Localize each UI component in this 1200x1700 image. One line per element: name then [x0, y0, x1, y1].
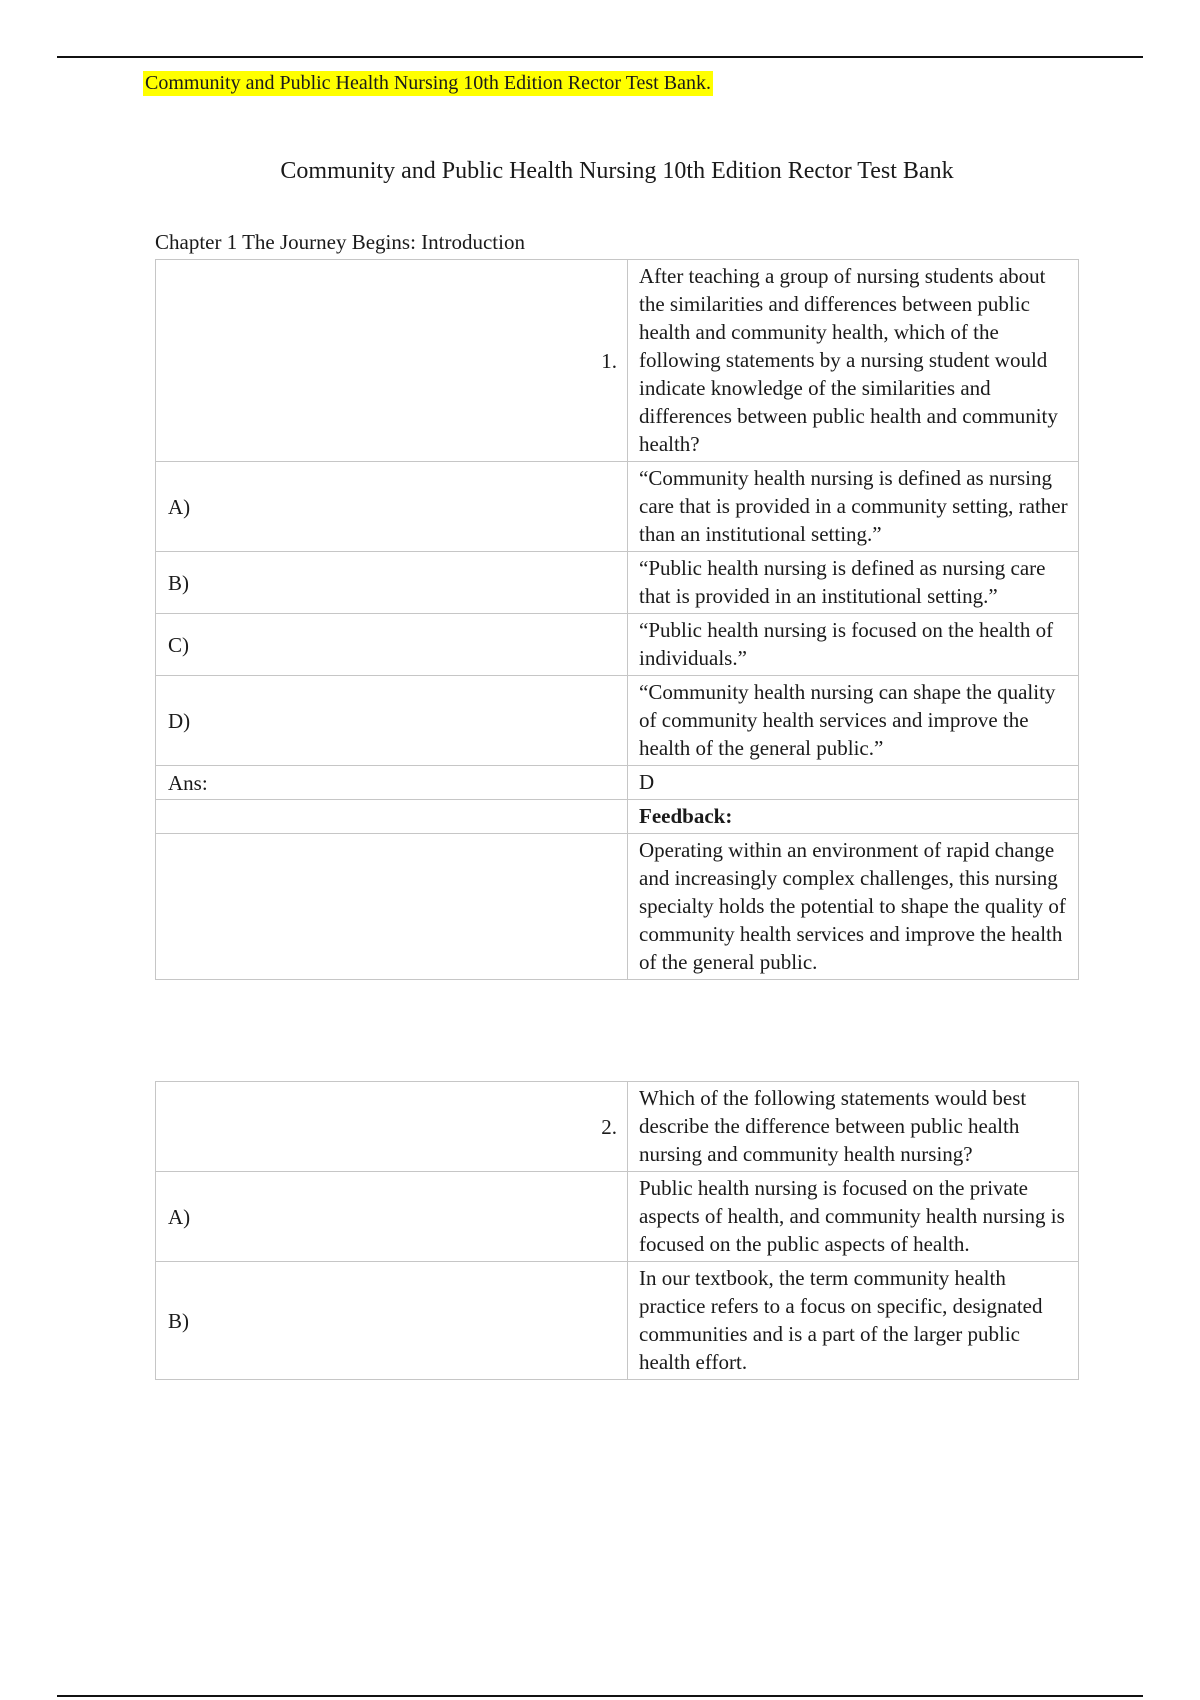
option-row-d [156, 676, 1079, 766]
option-label: A) [156, 1172, 628, 1262]
option-row-c [156, 614, 1079, 676]
document-title: Community and Public Health Nursing 10th Edition Rector Test Bank [280, 158, 954, 184]
question-row [156, 260, 1079, 462]
feedback-row [156, 834, 1079, 980]
option-label: A) [156, 462, 628, 552]
option-text: “Community health nursing is defined as nursing care that is provided in a community setting, rather than an institutional setting.” [628, 462, 1079, 552]
question-1-table [155, 259, 1079, 980]
highlighted-banner: Community and Public Health Nursing 10th Edition Rector Test Bank. [145, 72, 711, 94]
option-label: D) [156, 676, 628, 766]
answer-row [156, 766, 1079, 800]
empty-cell [156, 800, 628, 834]
question-2-table [155, 1081, 1079, 1380]
question-number: 1. [156, 260, 628, 462]
feedback-label: Feedback: [628, 800, 1079, 834]
chapter-heading: Chapter 1 The Journey Begins: Introduction [155, 230, 525, 254]
feedback-text: Operating within an environment of rapid change and increasingly complex challenges, this nursing specialty holds the potential to shape the quality of community health services and improve the health of the general public. [628, 834, 1079, 980]
option-label: B) [156, 552, 628, 614]
option-row-b [156, 552, 1079, 614]
option-label: B) [156, 1262, 628, 1380]
option-text: In our textbook, the term community health practice refers to a focus on specific, designated communities and is a part of the larger public health effort. [628, 1262, 1079, 1380]
bottom-rule [57, 1695, 1143, 1697]
empty-cell [156, 834, 628, 980]
option-text: Public health nursing is focused on the private aspects of health, and community health nursing is focused on the public aspects of health. [628, 1172, 1079, 1262]
question-stem: After teaching a group of nursing students about the similarities and differences between public health and community health, which of the following statements by a nursing student would indicate knowledge of the similarities and differences between public health and community health? [628, 260, 1079, 462]
option-row-a [156, 462, 1079, 552]
answer-value: D [628, 766, 1079, 800]
option-text: “Public health nursing is defined as nursing care that is provided in an institutional setting.” [628, 552, 1079, 614]
option-row-a [156, 1172, 1079, 1262]
option-text: “Community health nursing can shape the quality of community health services and improve the health of the general public.” [628, 676, 1079, 766]
feedback-label-row [156, 800, 1079, 834]
option-text: “Public health nursing is focused on the health of individuals.” [628, 614, 1079, 676]
question-row [156, 1082, 1079, 1172]
top-rule [57, 56, 1143, 58]
question-number: 2. [156, 1082, 628, 1172]
question-stem: Which of the following statements would best describe the difference between public health nursing and community health nursing? [628, 1082, 1079, 1172]
answer-label: Ans: [156, 766, 628, 800]
option-label: C) [156, 614, 628, 676]
option-row-b [156, 1262, 1079, 1380]
